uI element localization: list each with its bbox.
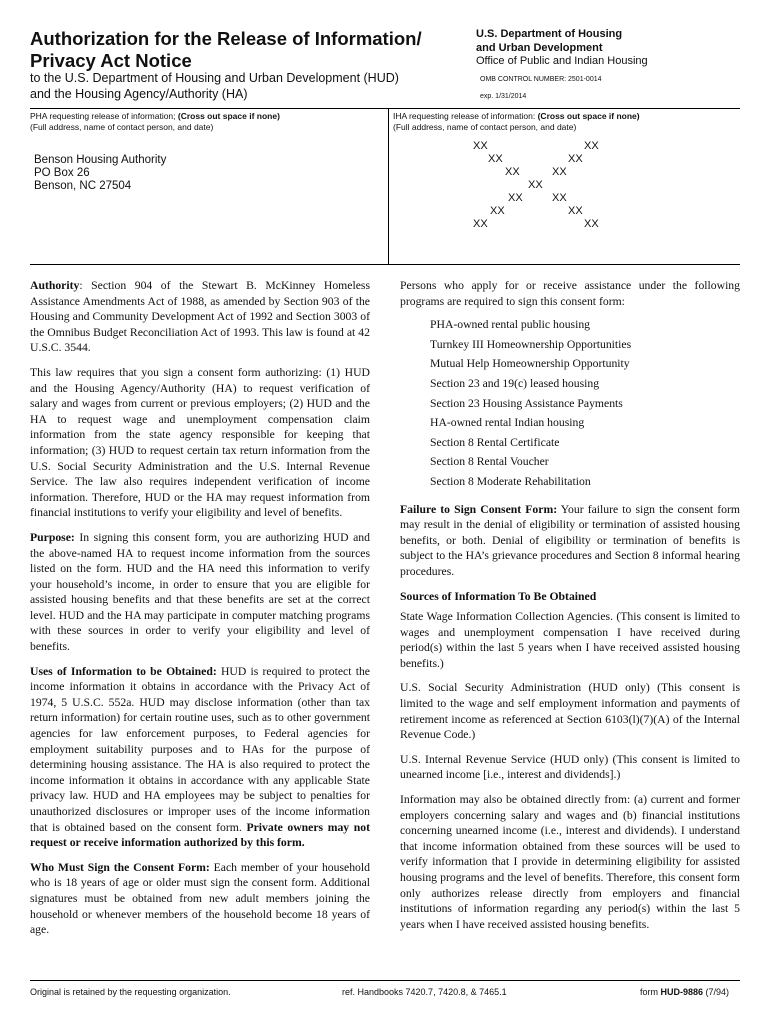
form-id: HUD-9886 [660,987,704,997]
cross-mark: XX [584,140,599,152]
page-subtitle [30,70,399,102]
subtitle-line-2: and the Housing Agency/Authority (HA) [30,87,248,101]
failure-text: Your failure to sign the consent form may result in the denial of eligibility or termination of assisted housing benefits, or both. Denial of eligibility or termination of benefits is subject to the HA’s grievance procedures and Section 8 informal hearing procedures. [400,502,740,578]
cross-mark: XX [528,179,543,191]
cross-mark: XX [508,192,523,204]
cross-mark: XX [505,166,520,178]
authority-heading: Authority [30,279,80,292]
pha-label-bold: (Cross out space if none) [177,111,280,121]
left-column [30,278,370,947]
failure-paragraph [400,502,740,580]
cross-mark: XX [490,205,505,217]
who-heading: Who Must Sign the Consent Form: [30,860,210,874]
cross-mark: XX [552,166,567,178]
dept-line-3: Office of Public and Indian Housing [476,55,648,67]
form-date: (7/94) [703,987,730,997]
omb-control-number: OMB CONTROL NUMBER: 2501-0014 [480,76,602,83]
iha-label-bold: (Cross out space if none) [537,111,640,121]
who-paragraph [30,860,370,938]
form-number [640,987,729,997]
cross-mark: XX [473,218,488,230]
footer-rule [30,980,740,981]
list-item: PHA-owned rental public housing [430,318,591,332]
pha-address-line-1: Benson Housing Authority [34,154,167,166]
law-paragraph: This law requires that you sign a consent form authorizing: (1) HUD and the Housing Agency/Authority (HA) to request verification of salary and wages from current or previous employers; (2) HUD and the HA to request wage and unemployment compensation claim information from the state agency responsible for keeping that information; (3) HUD to request certain tax return information from the U.S. Social Security Administration and the U.S. Internal Revenue Service. The law also requires independent verification of income information. Therefore, HUD or the HA may request information from financial institutions to verify your eligibility and level of benefits. [30,365,370,520]
pha-label-prefix: PHA requesting release of information; [30,111,178,121]
title-line-1: Authorization for the Release of Information/ [30,28,422,49]
list-item: Turnkey III Homeownership Opportunities [430,337,632,351]
sources-heading: Sources of Information To Be Obtained [400,589,597,603]
iha-label-line-2: (Full address, name of contact person, and date) [393,121,577,132]
list-item: Mutual Help Homeownership Opportunity [430,357,630,371]
dept-line-2: and Urban Development [476,41,603,54]
pha-address [34,154,166,193]
authority-paragraph [30,278,370,356]
cross-mark: XX [552,192,567,204]
iha-box-label [393,111,738,132]
iha-label-prefix: IHA requesting release of information: [393,111,538,121]
source-paragraph: Information may also be obtained directly from: (a) current and former employers concerning salary and wages and (b) financial institutions concerning unearned income (i.e., interest and dividends). I understand that income information obtained from these sources will be used to verify information that I provide in determining eligibility for assisted housing programs and the level of benefits. Therefore, this consent form only authorizes release directly from employers and financial institutions of information regarding any period(s) within the last 5 years when I have received assisted housing benefits. [400,793,740,931]
expiration-date: exp. 1/31/2014 [480,93,527,100]
cross-mark: XX [584,218,599,230]
cross-mark: XX [488,153,503,165]
failure-heading: Failure to Sign Consent Form: [400,502,558,516]
pha-box-label [30,111,382,132]
dept-line-1: U.S. Department of Housing [476,28,623,40]
pha-label-line-2: (Full address, name of contact person, and date) [30,121,214,132]
uses-heading: Uses of Information to be Obtained: [30,664,217,678]
programs-intro: Persons who apply for or receive assistance under the following programs are required to sign this consent form: [400,279,740,308]
source-paragraph: U.S. Social Security Administration (HUD only) (This consent is limited to the wage and self employment information and payments of retirement income as referenced at Section 6103(l)(7)(A) of the Internal Revenue Code.) [400,681,740,742]
subtitle-line-1: to the U.S. Department of Housing and Urban Development (HUD) [30,71,399,85]
purpose-text: In signing this consent form, you are authorizing HUD and the above-named HA to request income information from the sources listed on the form. HUD and the HA need this information to verify your household’s income, in order to ensure that you are eligible for assisted housing benefits and that these benefits are set at the correct level. HUD and the HA may participate in computer matching programs with these sources in order to verify your eligibility and level of benefits. [30,530,370,654]
list-item: Section 8 Rental Certificate [430,435,560,449]
source-paragraph: State Wage Information Collection Agencies. (This consent is limited to wages and unemployment compensation I have received during period(s) within the last 5 years when I have received assisted housing benefits.) [400,610,740,670]
box-bottom-rule [30,264,740,265]
pha-address-line-3: Benson, NC 27504 [34,180,132,192]
authority-text: : Section 904 of the Stewart B. McKinney Homeless Assistance Amendments Act of 1988, as amended by Section 903 of the Housing and Community Development Act of 1992 and Section 3003 of the Omnibus Budget Reconciliation Act of 1993. This law is found at 42 U.S.C. 3544. [30,279,370,355]
box-divider [388,108,389,264]
source-paragraph: U.S. Internal Revenue Service (HUD only) (This consent is limited to unearned income [i.e., interest and dividends].) [400,752,740,782]
cross-mark: XX [473,140,488,152]
page-title [30,28,422,72]
footer-left: Original is retained by the requesting organization. [30,987,231,997]
uses-text: HUD is required to protect the income information it obtains in accordance with the Privacy Act of 1974, 5 U.S.C. 552a. HUD may disclose information (other than tax return information) for certain routine uses, such as to other government agencies for law enforcement purposes, to Federal agencies for employment suitability purposes and to HAs for the purpose of determining housing assistance. The HA is also required to protect the income information it obtains in accordance with any applicable State privacy law. HUD and HA employees may be subject to penalties for unauthorized disclosures or improper uses of the income information that is obtained based on the consent form. [30,664,370,834]
right-column [400,278,740,941]
uses-paragraph [30,664,370,851]
purpose-paragraph [30,530,370,655]
footer-center: ref. Handbooks 7420.7, 7420.8, & 7465.1 [342,987,507,997]
list-item: Section 8 Rental Voucher [430,455,549,469]
who-text: Each member of your household who is 18 years of age or older must sign the consent form. Additional signatures must be obtained from new adult members joining the household or whenever members of the household become 18 years of age. [30,860,370,937]
title-line-2: Privacy Act Notice [30,50,192,71]
form-prefix: form [640,987,661,997]
list-item: Section 8 Moderate Rehabilitation [430,474,591,488]
program-list [400,315,740,491]
uses-bold-tail: Private owners may not request or receive information authorized by this form. [30,820,370,850]
list-item: HA-owned rental Indian housing [430,416,585,430]
list-item: Section 23 and 19(c) leased housing [430,376,600,390]
cross-mark: XX [568,205,583,217]
pha-address-line-2: PO Box 26 [34,167,90,179]
list-item: Section 23 Housing Assistance Payments [430,396,623,410]
cross-mark: XX [568,153,583,165]
department-block [476,28,648,69]
box-top-rule [30,108,740,109]
purpose-heading: Purpose: [30,530,75,544]
